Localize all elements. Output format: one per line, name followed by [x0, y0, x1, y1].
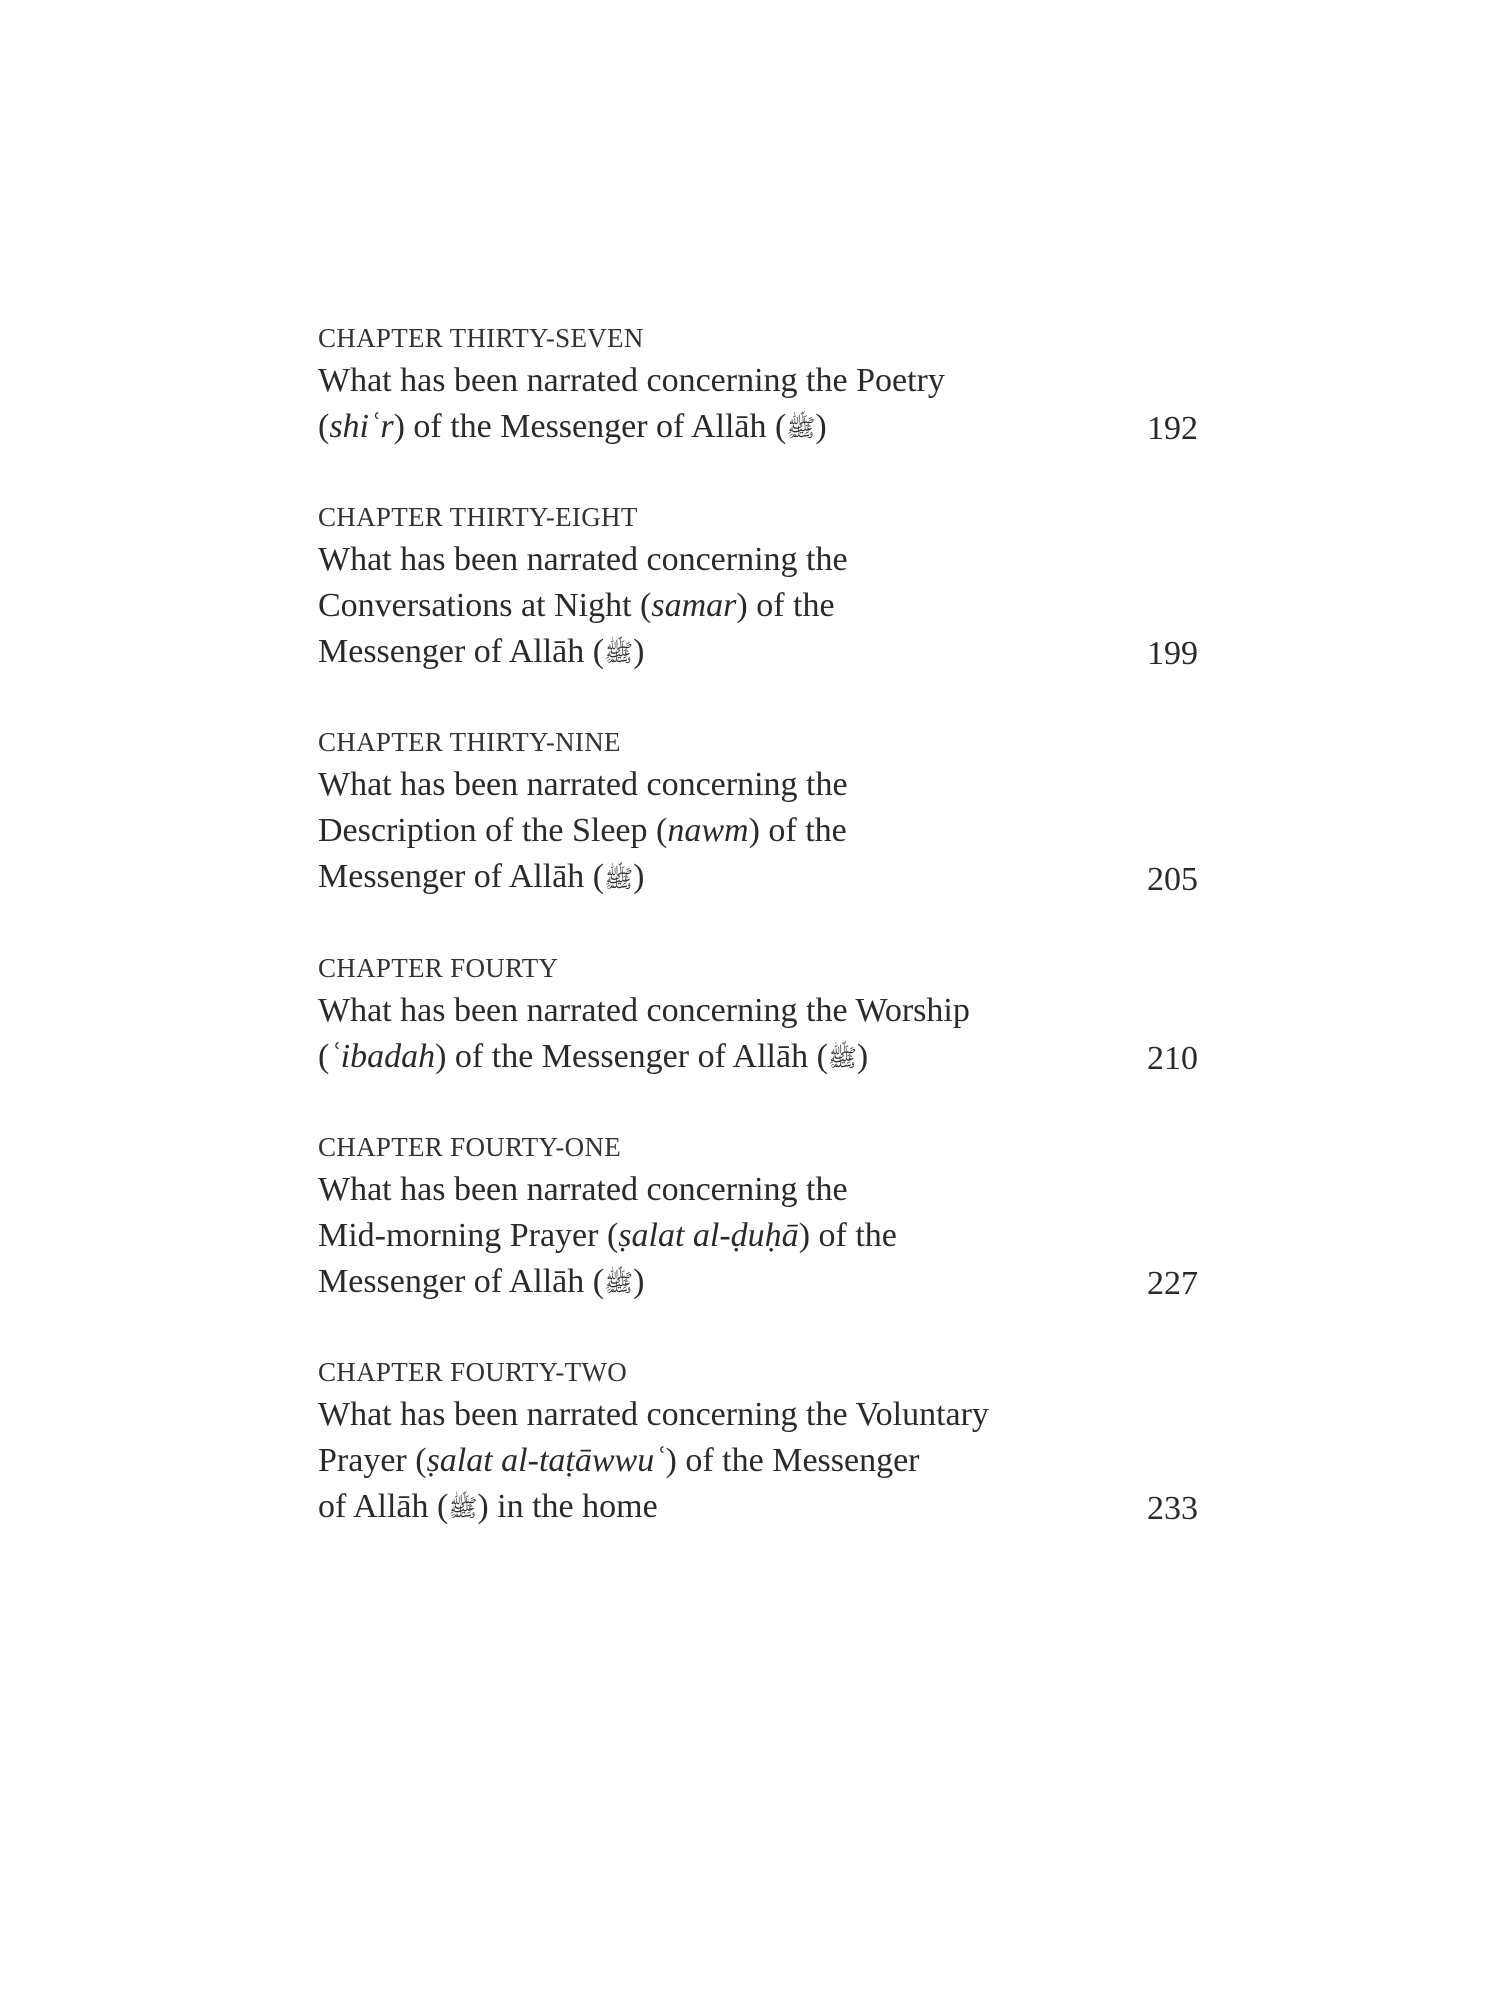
title-line: [318, 854, 1098, 902]
page-number: 205: [1147, 860, 1198, 898]
page-number: 227: [1147, 1265, 1198, 1303]
chapter-label: CHAPTER FOURTY-TWO: [318, 1357, 628, 1388]
chapter-title: [318, 762, 1098, 902]
chapter-label: CHAPTER THIRTY-EIGHT: [318, 502, 638, 533]
page-number: 233: [1147, 1490, 1198, 1528]
page-number: 192: [1147, 410, 1198, 448]
title-text: of Allāh (: [318, 1488, 449, 1526]
chapter-title: [318, 1392, 1098, 1532]
title-text: Messenger of Allāh (: [318, 858, 605, 896]
transliterated-term: shiʿr: [329, 408, 394, 445]
chapter-title: [318, 1167, 1098, 1307]
title-text: ): [815, 408, 827, 445]
title-line: [318, 1392, 1098, 1438]
honorific-symbol: ﷺ: [786, 416, 816, 443]
title-text: What has been narrated concerning the: [318, 541, 848, 579]
title-text: ): [856, 1037, 869, 1075]
title-text: Prayer (: [318, 1442, 427, 1480]
title-text: ) in the home: [477, 1488, 658, 1526]
chapter-title: [318, 358, 1098, 452]
title-line: [318, 808, 1098, 854]
title-text: ) of the Messenger of Allāh (: [393, 408, 787, 445]
title-line: [318, 762, 1098, 808]
honorific-symbol: ﷺ: [448, 1496, 478, 1523]
honorific-symbol: ﷺ: [604, 641, 634, 668]
title-text: Description of the Sleep (: [318, 812, 668, 850]
title-text: ): [633, 633, 645, 671]
toc-entry[interactable]: [318, 1356, 1198, 1532]
title-line: [318, 1438, 1098, 1484]
page-number: 199: [1147, 635, 1198, 673]
toc-entry[interactable]: [318, 322, 1198, 452]
title-line: [318, 1484, 1098, 1532]
title-line: [318, 1034, 1098, 1082]
transliterated-term: nawm: [667, 812, 749, 850]
honorific-symbol: ﷺ: [827, 1045, 857, 1072]
chapter-label: CHAPTER FOURTY-ONE: [318, 1131, 622, 1162]
title-line: [318, 1213, 1098, 1259]
page-number: 210: [1147, 1039, 1198, 1077]
title-text: Mid-morning Prayer (: [318, 1216, 619, 1254]
title-text: (: [318, 408, 330, 445]
toc-entry[interactable]: [318, 952, 1198, 1082]
chapter-label: CHAPTER FOURTY: [318, 952, 559, 983]
honorific-symbol: ﷺ: [604, 866, 634, 893]
title-line: [318, 404, 1098, 452]
transliterated-term: samar: [651, 587, 737, 625]
title-text: What has been narrated concerning the Worship: [318, 991, 970, 1029]
chapter-title: [318, 988, 1098, 1082]
transliterated-term: ṣalat al-taṭāwwuʿ: [426, 1442, 666, 1480]
title-text: What has been narrated concerning the: [318, 1170, 848, 1208]
title-text: Conversations at Night (: [318, 587, 652, 625]
title-text: ) of the Messenger: [665, 1442, 920, 1480]
title-line: [318, 1167, 1098, 1213]
title-line: [318, 537, 1098, 583]
title-text: Messenger of Allāh (: [318, 633, 605, 671]
title-text: What has been narrated concerning the: [318, 766, 848, 804]
chapter-label: CHAPTER THIRTY-SEVEN: [318, 323, 644, 353]
title-text: ): [633, 858, 645, 896]
title-text: Messenger of Allāh (: [318, 1262, 605, 1300]
title-text: ) of the: [748, 812, 847, 850]
chapter-label: CHAPTER THIRTY-NINE: [318, 727, 621, 758]
honorific-symbol: ﷺ: [604, 1271, 634, 1298]
toc-entry[interactable]: [318, 1131, 1198, 1307]
table-of-contents: [318, 322, 1198, 1581]
title-text: What has been narrated concerning the Poetry: [318, 362, 945, 399]
title-text: ): [633, 1262, 645, 1300]
transliterated-term: ṣalat al-ḍuḥā: [618, 1216, 799, 1254]
title-line: [318, 988, 1098, 1034]
title-text: (: [318, 1037, 330, 1075]
title-line: [318, 629, 1098, 677]
toc-entry[interactable]: [318, 726, 1198, 902]
title-text: ) of the: [798, 1216, 897, 1254]
toc-entry[interactable]: [318, 501, 1198, 677]
title-text: ) of the: [736, 587, 835, 625]
title-line: [318, 1259, 1098, 1307]
chapter-title: [318, 537, 1098, 677]
transliterated-term: ʿibadah: [329, 1037, 436, 1075]
title-text: ) of the Messenger of Allāh (: [435, 1037, 828, 1075]
title-text: What has been narrated concerning the Voluntary: [318, 1396, 989, 1434]
title-line: [318, 358, 1098, 404]
title-line: [318, 583, 1098, 629]
